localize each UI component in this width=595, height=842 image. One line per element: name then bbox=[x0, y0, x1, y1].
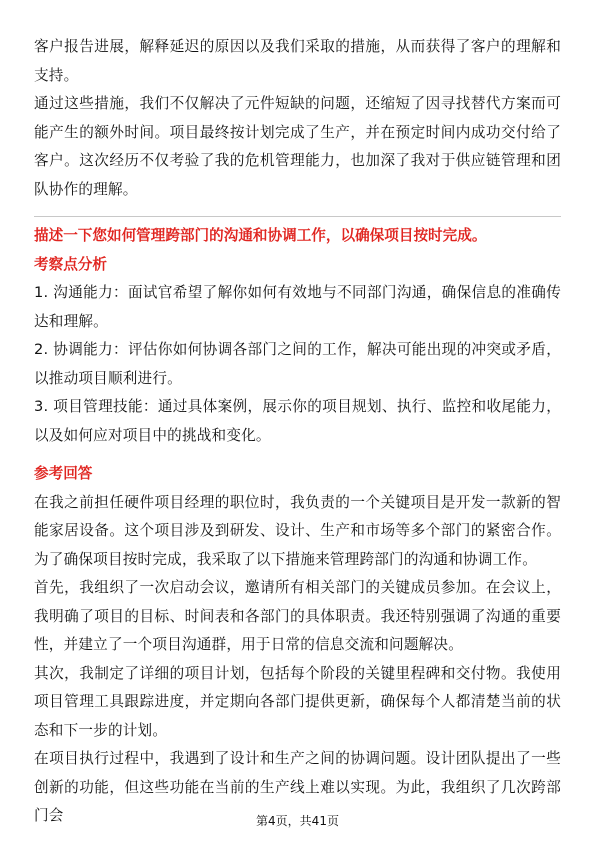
answer-paragraph: 首先，我组织了一次启动会议，邀请所有相关部门的关键成员参加。在会议上，我明确了项目的目标、时间表和各部门的具体职责。我还特别强调了沟通的重要性，并建立了一个项目沟通群，用于日常的信息交流和问题解决。 bbox=[34, 579, 561, 653]
answer-paragraph: 在我之前担任硬件项目经理的职位时，我负责的一个关键项目是开发一款新的智能家居设备。这个项目涉及到研发、设计、生产和市场等多个部门的紧密合作。为了确保项目按时完成，我采取了以下措施来管理跨部门的沟通和协调工作。 bbox=[34, 493, 561, 568]
analysis-item: 3. 项目管理技能：通过具体案例，展示你的项目规划、执行、监控和收尾能力，以及如何应对项目中的挑战和变化。 bbox=[34, 398, 561, 444]
summary-paragraph: 通过这些措施，我们不仅解决了元件短缺的问题，还缩短了因寻找替代方案而可能产生的额外时间。项目最终按计划完成了生产，并在预定时间内成功交付给了客户。这次经历不仅考验了我的危机管理能力，也加深了我对于供应链管理和团队协作的理解。 bbox=[34, 95, 561, 198]
analysis-item: 1. 沟通能力：面试官希望了解你如何有效地与不同部门沟通，确保信息的准确传达和理解。 bbox=[34, 284, 561, 330]
spacer bbox=[34, 450, 561, 460]
question-heading: 描述一下您如何管理跨部门的沟通和协调工作，以确保项目按时完成。 bbox=[34, 227, 487, 244]
page-number: 第4页，共41页 bbox=[256, 814, 339, 828]
answer-paragraph: 其次，我制定了详细的项目计划，包括每个阶段的关键里程碑和交付物。我使用项目管理工具跟踪进度，并定期向各部门提供更新，确保每个人都清楚当前的状态和下一步的计划。 bbox=[34, 664, 561, 739]
document-page bbox=[34, 33, 561, 831]
analysis-item: 2. 协调能力：评估你如何协调各部门之间的工作，解决可能出现的冲突或矛盾，以推动项目顺利进行。 bbox=[34, 341, 561, 387]
analysis-title: 考察点分析 bbox=[34, 255, 107, 273]
answer-paragraph: 在项目执行过程中，我遇到了设计和生产之间的协调问题。设计团队提出了一些创新的功能，但这些功能在当前的生产线上难以实现。为此，我组织了几次跨部门会 bbox=[34, 750, 561, 824]
answer-title: 参考回答 bbox=[34, 465, 93, 482]
section-divider bbox=[34, 216, 561, 217]
continued-paragraph: 客户报告进展，解释延迟的原因以及我们采取的措施，从而获得了客户的理解和支持。 bbox=[34, 38, 561, 84]
